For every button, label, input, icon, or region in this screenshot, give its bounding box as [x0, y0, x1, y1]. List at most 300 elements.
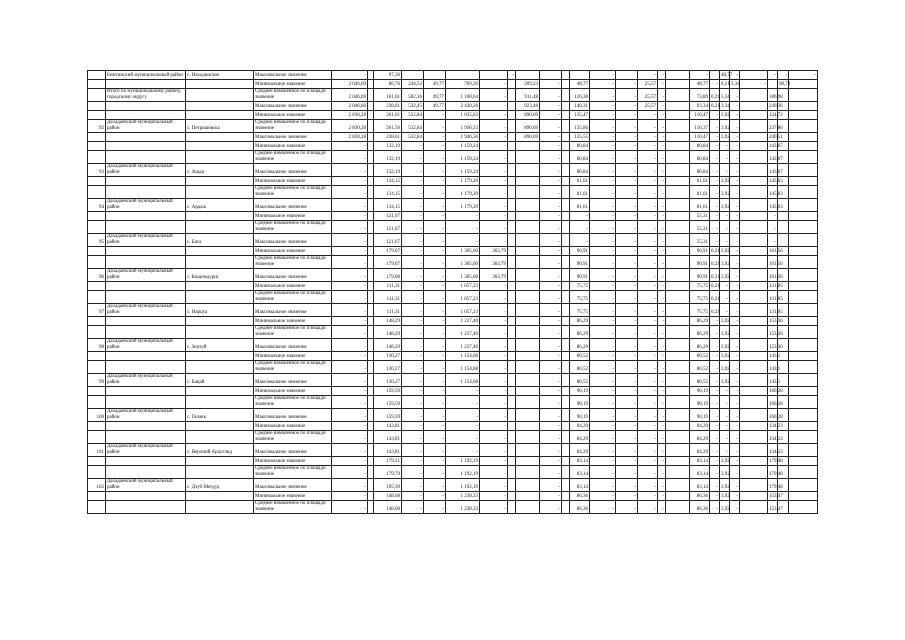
value-cell — [562, 234, 570, 247]
table-row — [88, 111, 818, 120]
district-cell — [106, 247, 186, 256]
value-cell: 93,34 — [690, 102, 710, 111]
value-cell: - — [638, 422, 658, 431]
value-cell: - — [332, 221, 368, 234]
value-cell: - — [730, 361, 740, 374]
value-cell — [789, 247, 818, 256]
value-cell: 145,03 — [768, 186, 778, 199]
value-cell: 0,21 — [720, 80, 730, 89]
value-cell — [789, 431, 818, 444]
value-cell: - — [638, 256, 658, 269]
value-cell — [516, 304, 540, 317]
value-cell: - — [424, 120, 446, 133]
value-cell: - — [402, 466, 424, 479]
value-cell — [562, 501, 570, 514]
value-cell — [508, 102, 516, 111]
row-number-cell — [88, 361, 106, 374]
value-cell: 2 046,69 — [332, 80, 368, 89]
value-cell: - — [638, 71, 658, 80]
district-cell — [106, 80, 186, 89]
value-type-cell: Максимальное значение — [254, 133, 332, 142]
value-cell — [508, 142, 516, 151]
table-row — [88, 221, 818, 234]
value-cell: - — [616, 431, 638, 444]
value-cell: - — [616, 479, 638, 492]
value-cell: 131,05 — [768, 304, 778, 317]
value-cell: 110,47 — [690, 111, 710, 120]
value-cell: - — [638, 304, 658, 317]
value-cell: 3,34 — [720, 102, 730, 111]
row-number-cell — [88, 71, 106, 80]
district-cell — [106, 352, 186, 361]
value-cell — [789, 151, 818, 164]
value-cell: - — [424, 479, 446, 492]
value-cell — [666, 71, 690, 80]
value-cell: 83,14 — [570, 457, 590, 466]
value-cell: 135,55 — [570, 133, 590, 142]
value-cell — [789, 102, 818, 111]
value-cell — [666, 186, 690, 199]
value-cell: - — [332, 466, 368, 479]
settlement-cell — [186, 291, 254, 304]
value-cell — [562, 89, 570, 102]
settlement-cell — [186, 247, 254, 256]
row-number-cell — [88, 466, 106, 479]
value-cell: - — [616, 466, 638, 479]
value-cell — [789, 339, 818, 352]
value-type-cell: Минимальное значение — [254, 317, 332, 326]
value-cell — [562, 177, 570, 186]
value-cell — [740, 221, 768, 234]
value-cell: 143,67 — [768, 142, 778, 151]
value-cell: - — [424, 269, 446, 282]
value-cell: - — [730, 444, 740, 457]
value-cell: 55,31 — [690, 212, 710, 221]
value-cell: 890,69 — [516, 120, 540, 133]
value-cell — [508, 151, 516, 164]
value-cell: 3,92 — [720, 466, 730, 479]
district-cell: Дахадаевский муниципальный район — [106, 120, 186, 133]
value-cell: 161,56 — [768, 247, 778, 256]
value-cell: - — [658, 186, 666, 199]
value-cell — [789, 409, 818, 422]
value-cell: - — [590, 291, 616, 304]
value-cell — [562, 221, 570, 234]
row-number-cell: 94 — [88, 199, 106, 212]
value-cell: 134,15 — [374, 186, 402, 199]
value-cell: - — [446, 387, 480, 396]
value-cell: 81,61 — [570, 177, 590, 186]
value-cell — [740, 431, 768, 444]
value-cell: 145,03 — [768, 177, 778, 186]
value-cell — [508, 247, 516, 256]
value-cell — [516, 247, 540, 256]
value-cell: 1 179,20 — [446, 186, 480, 199]
settlement-cell — [186, 317, 254, 326]
value-type-cell: Среднее взвешенное по площади значение — [254, 256, 332, 269]
value-cell: - — [402, 151, 424, 164]
value-cell: - — [424, 151, 446, 164]
table-row — [88, 133, 818, 142]
value-cell: - — [332, 234, 368, 247]
value-cell: - — [730, 317, 740, 326]
district-cell — [106, 326, 186, 339]
value-type-cell: Максимальное значение — [254, 102, 332, 111]
value-cell: 261,61 — [374, 111, 402, 120]
value-cell — [508, 326, 516, 339]
value-cell — [666, 102, 690, 111]
value-cell — [562, 102, 570, 111]
value-cell — [402, 71, 424, 80]
settlement-cell — [186, 501, 254, 514]
value-cell: 148,29 — [374, 317, 402, 326]
value-cell: - — [768, 221, 778, 234]
value-cell: - — [710, 326, 720, 339]
value-cell: - — [540, 457, 562, 466]
value-cell: - — [332, 422, 368, 431]
value-cell — [789, 396, 818, 409]
value-cell: - — [480, 374, 508, 387]
value-cell: 80,84 — [690, 164, 710, 177]
district-cell — [106, 317, 186, 326]
value-cell: - — [710, 431, 720, 444]
value-cell: 1 192,19 — [446, 457, 480, 466]
value-cell — [508, 282, 516, 291]
value-cell — [516, 199, 540, 212]
value-cell: 160,28 — [768, 396, 778, 409]
value-cell: - — [424, 339, 446, 352]
value-cell: - — [730, 409, 740, 422]
value-cell: 244,52 — [402, 80, 424, 89]
value-cell: - — [424, 457, 446, 466]
district-cell — [106, 291, 186, 304]
value-cell: - — [332, 291, 368, 304]
value-cell: - — [720, 164, 730, 177]
value-cell: - — [332, 326, 368, 339]
value-cell — [516, 212, 540, 221]
value-cell: 923,48 — [516, 102, 540, 111]
value-cell — [666, 199, 690, 212]
value-cell: 1 238,33 — [446, 492, 480, 501]
value-cell — [562, 457, 570, 466]
value-cell: 1 179,20 — [446, 177, 480, 186]
value-cell: - — [446, 409, 480, 422]
value-cell: 86,76 — [374, 80, 402, 89]
value-cell: - — [710, 374, 720, 387]
value-cell — [516, 457, 540, 466]
value-cell: - — [710, 80, 720, 89]
value-cell: - — [710, 120, 720, 133]
settlement-cell — [186, 492, 254, 501]
value-cell: - — [740, 80, 768, 89]
settlement-cell: с. Ашда — [186, 164, 254, 177]
value-cell — [562, 269, 570, 282]
value-cell — [666, 120, 690, 133]
value-cell — [446, 71, 480, 80]
value-cell — [562, 409, 570, 422]
value-type-cell: Минимальное значение — [254, 387, 332, 396]
value-cell: - — [730, 282, 740, 291]
value-cell — [740, 466, 768, 479]
value-cell: 111,31 — [374, 282, 402, 291]
value-type-cell: Максимальное значение — [254, 304, 332, 317]
value-cell: - — [480, 339, 508, 352]
value-cell — [740, 317, 768, 326]
value-cell — [562, 120, 570, 133]
row-number-cell — [88, 102, 106, 111]
value-cell: 130,27 — [374, 374, 402, 387]
value-cell — [516, 422, 540, 431]
value-cell: 81,61 — [690, 177, 710, 186]
value-cell: - — [730, 304, 740, 317]
value-cell: - — [590, 479, 616, 492]
value-cell: - — [590, 199, 616, 212]
value-cell: 363,79 — [480, 256, 508, 269]
value-cell: - — [332, 247, 368, 256]
value-cell: - — [540, 466, 562, 479]
value-cell: 49,77 — [424, 102, 446, 111]
row-number-cell — [88, 457, 106, 466]
value-cell — [740, 142, 768, 151]
value-cell: - — [768, 71, 778, 80]
value-cell: - — [590, 304, 616, 317]
value-cell: - — [480, 186, 508, 199]
settlement-cell: с. Дзуб-Мегдуд — [186, 479, 254, 492]
value-cell: - — [402, 352, 424, 361]
value-cell — [562, 444, 570, 457]
value-cell: 111,31 — [374, 291, 402, 304]
value-cell: - — [710, 133, 720, 142]
value-cell: - — [480, 89, 508, 102]
value-cell — [666, 431, 690, 444]
value-cell: - — [590, 317, 616, 326]
value-cell — [789, 374, 818, 387]
value-cell: 86,29 — [690, 326, 710, 339]
value-cell: - — [480, 199, 508, 212]
value-cell: - — [402, 422, 424, 431]
value-cell — [740, 282, 768, 291]
value-cell: - — [638, 282, 658, 291]
settlement-cell: с. Кощомдурш — [186, 269, 254, 282]
value-cell: 80,52 — [690, 374, 710, 387]
value-cell: - — [402, 492, 424, 501]
settlement-cell: с. Нахадинское — [186, 71, 254, 80]
value-type-cell: Среднее взвешенное по площади значение — [254, 120, 332, 133]
value-type-cell: Максимальное значение — [254, 199, 332, 212]
value-cell — [616, 71, 638, 80]
value-cell: 25,57 — [638, 89, 658, 102]
value-cell: - — [658, 133, 666, 142]
value-type-cell: Среднее взвешенное по площади значение — [254, 221, 332, 234]
value-type-cell: Максимальное значение — [254, 71, 332, 80]
value-type-cell: Среднее взвешенное по площади значение — [254, 291, 332, 304]
value-cell: - — [616, 164, 638, 177]
value-cell: 3,92 — [720, 374, 730, 387]
value-cell: 86,36 — [570, 501, 590, 514]
value-cell: - — [730, 212, 740, 221]
value-cell: 134,23 — [768, 431, 778, 444]
value-cell: 240,51 — [768, 133, 778, 142]
table-row — [88, 164, 818, 177]
value-cell: - — [402, 326, 424, 339]
value-cell: 86,36 — [690, 492, 710, 501]
value-cell — [508, 212, 516, 221]
value-cell — [516, 479, 540, 492]
value-cell: 159,59 — [374, 396, 402, 409]
value-cell: 1 305,60 — [446, 269, 480, 282]
value-cell: 148,29 — [374, 339, 402, 352]
value-type-cell: Минимальное значение — [254, 352, 332, 361]
value-cell: - — [710, 212, 720, 221]
value-cell: - — [720, 212, 730, 221]
value-cell: - — [590, 361, 616, 374]
value-cell: - — [590, 212, 616, 221]
value-cell: - — [590, 396, 616, 409]
value-cell: - — [616, 444, 638, 457]
value-cell — [789, 142, 818, 151]
settlement-cell — [186, 186, 254, 199]
value-cell: - — [638, 142, 658, 151]
value-cell — [516, 501, 540, 514]
district-cell — [106, 256, 186, 269]
district-cell — [106, 361, 186, 374]
value-cell — [666, 247, 690, 256]
value-cell: - — [658, 71, 666, 80]
table-row — [88, 142, 818, 151]
value-cell: 3,92 — [720, 479, 730, 492]
value-cell: - — [616, 396, 638, 409]
value-cell: - — [638, 466, 658, 479]
value-cell — [710, 71, 720, 80]
value-cell: - — [540, 120, 562, 133]
value-cell: 2 420,26 — [446, 102, 480, 111]
value-cell — [516, 444, 540, 457]
value-cell: - — [540, 234, 562, 247]
value-cell: 3,92 — [720, 256, 730, 269]
value-cell — [666, 374, 690, 387]
table-row — [88, 317, 818, 326]
value-cell: 126,38 — [570, 89, 590, 102]
value-cell: 3,92 — [720, 457, 730, 466]
value-cell — [562, 304, 570, 317]
value-cell: 90,19 — [690, 409, 710, 422]
value-cell — [666, 444, 690, 457]
value-cell: 97,36 — [374, 71, 402, 80]
value-cell: 90,91 — [690, 256, 710, 269]
value-cell: - — [710, 317, 720, 326]
value-cell: 1 154,68 — [446, 374, 480, 387]
value-cell: - — [424, 234, 446, 247]
value-cell — [778, 234, 789, 247]
table-row — [88, 282, 818, 291]
value-type-cell: Среднее взвешенное по площади значение — [254, 431, 332, 444]
value-cell: - — [789, 71, 818, 80]
value-cell: - — [540, 444, 562, 457]
value-type-cell: Минимальное значение — [254, 111, 332, 120]
value-cell: - — [638, 120, 658, 133]
value-cell — [508, 317, 516, 326]
value-cell: - — [590, 102, 616, 111]
value-cell: - — [720, 282, 730, 291]
value-cell: - — [424, 199, 446, 212]
value-cell: - — [710, 234, 720, 247]
value-cell — [789, 352, 818, 361]
value-cell: 3,92 — [720, 501, 730, 514]
value-cell: 90,19 — [690, 396, 710, 409]
value-cell: - — [730, 466, 740, 479]
value-cell: - — [730, 221, 740, 234]
value-cell: - — [658, 501, 666, 514]
value-cell — [666, 177, 690, 186]
value-cell — [666, 133, 690, 142]
value-cell — [508, 339, 516, 352]
table-row — [88, 479, 818, 492]
value-cell: - — [540, 221, 562, 234]
value-cell: 75,75 — [570, 282, 590, 291]
value-type-cell: Минимальное значение — [254, 422, 332, 431]
value-cell: - — [590, 352, 616, 361]
value-cell: - — [616, 457, 638, 466]
value-cell — [516, 326, 540, 339]
value-cell — [666, 89, 690, 102]
value-cell: - — [424, 282, 446, 291]
value-cell: - — [424, 444, 446, 457]
settlement-cell — [186, 111, 254, 120]
value-cell: 179,48 — [768, 479, 778, 492]
value-cell — [508, 164, 516, 177]
value-cell: - — [540, 199, 562, 212]
value-cell — [516, 492, 540, 501]
value-cell: - — [658, 151, 666, 164]
value-cell: - — [424, 361, 446, 374]
value-cell: - — [590, 80, 616, 89]
value-cell: 148,08 — [374, 501, 402, 514]
value-cell — [562, 80, 570, 89]
value-cell: 0,21 — [710, 89, 720, 102]
value-cell: 143,67 — [768, 164, 778, 177]
value-cell: - — [638, 492, 658, 501]
value-cell: - — [658, 291, 666, 304]
table-row — [88, 396, 818, 409]
row-number-cell — [88, 256, 106, 269]
value-cell — [740, 186, 768, 199]
value-cell: 143,1 — [768, 361, 778, 374]
value-cell: 81,61 — [570, 186, 590, 199]
value-cell: 81,61 — [570, 199, 590, 212]
value-cell — [789, 269, 818, 282]
value-cell: - — [332, 142, 368, 151]
value-cell — [516, 409, 540, 422]
value-cell — [666, 269, 690, 282]
value-cell: - — [658, 142, 666, 151]
value-cell: - — [720, 221, 730, 234]
value-cell: - — [424, 326, 446, 339]
value-cell: 80,52 — [690, 352, 710, 361]
tariff-table — [87, 70, 818, 514]
value-cell: 86,29 — [570, 326, 590, 339]
value-cell: - — [540, 304, 562, 317]
value-cell: - — [590, 444, 616, 457]
value-cell: - — [720, 444, 730, 457]
value-cell: - — [424, 247, 446, 256]
value-cell: 179,48 — [768, 457, 778, 466]
value-cell: - — [480, 492, 508, 501]
value-cell: - — [730, 199, 740, 212]
value-cell: - — [616, 339, 638, 352]
value-type-cell: Максимальное значение — [254, 164, 332, 177]
value-cell: 75,75 — [570, 291, 590, 304]
value-cell — [666, 409, 690, 422]
